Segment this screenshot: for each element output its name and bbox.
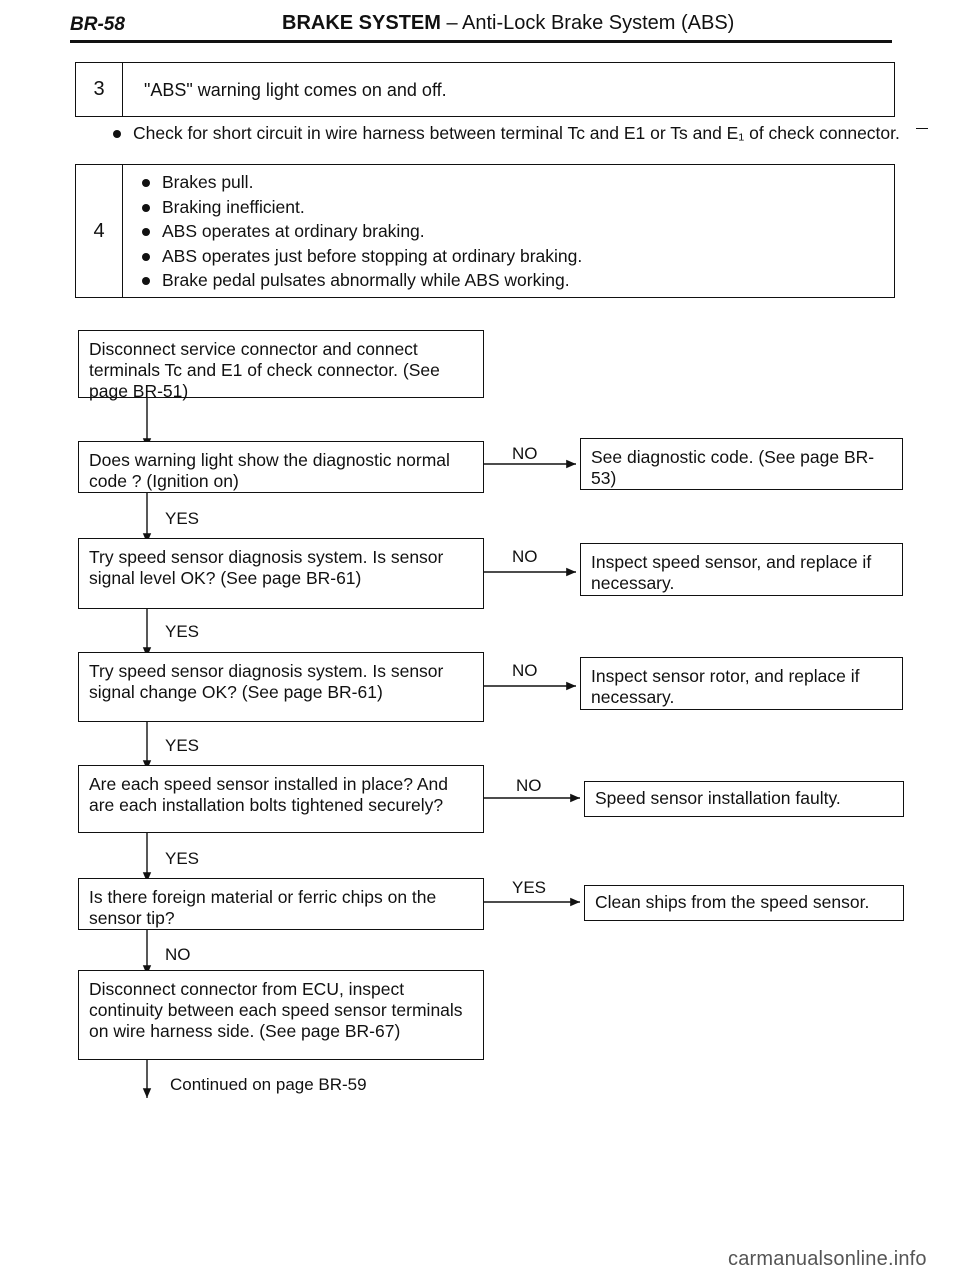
section-subtitle: – Anti-Lock Brake System (ABS): [440, 12, 735, 34]
step4-number: 4: [76, 165, 123, 297]
q4-no-action-box: Speed sensor installation faulty.: [584, 781, 904, 817]
check-note-text: Check for short circuit in wire harness between terminal Tc and E1 or Ts and E₁ of check connector.: [133, 123, 900, 143]
symptom-text: ABS operates at ordinary braking.: [162, 221, 425, 241]
q3-box: Try speed sensor diagnosis system. Is sensor signal change OK? (See page BR-61): [78, 652, 484, 722]
q1-no-action-box: See diagnostic code. (See page BR-53): [580, 438, 903, 490]
q5-no-label: NO: [165, 945, 191, 964]
q3-no-label: NO: [512, 661, 538, 680]
q2-yes-label: YES: [165, 622, 200, 641]
start-step-box: Disconnect service connector and connect terminals Tc and E1 of check connector. (See page BR-51): [78, 330, 484, 398]
q1-no-label: NO: [512, 444, 538, 463]
section-name: BRAKE SYSTEM: [282, 12, 441, 34]
q4-no-label: NO: [516, 776, 542, 795]
q4-box: Are each speed sensor installed in place? And are each installation bolts tightened securely?: [78, 765, 484, 833]
step3-number: 3: [76, 63, 123, 116]
final-step-box: Disconnect connector from ECU, inspect continuity between each speed sensor terminals on wire harness side. (See page BR-67): [78, 970, 484, 1060]
q3-no-action-box: Inspect sensor rotor, and replace if necessary.: [580, 657, 903, 710]
continued-note: Continued on page BR-59: [170, 1075, 367, 1094]
q2-no-label: NO: [512, 547, 538, 566]
q4-yes-label: YES: [165, 849, 200, 868]
q2-box: Try speed sensor diagnosis system. Is sensor signal level OK? (See page BR-61): [78, 538, 484, 609]
symptom-text: Brake pedal pulsates abnormally while ABS working.: [162, 270, 570, 290]
q5-box: Is there foreign material or ferric chips on the sensor tip?: [78, 878, 484, 930]
page-number: BR-58: [70, 14, 125, 35]
symptom-text: Brakes pull.: [162, 172, 254, 192]
q3-yes-label: YES: [165, 736, 200, 755]
step3-text: "ABS" warning light comes on and off.: [144, 80, 447, 100]
q1-box: Does warning light show the diagnostic normal code ? (Ignition on): [78, 441, 484, 493]
q2-no-action-box: Inspect speed sensor, and replace if necessary.: [580, 543, 903, 596]
q5-yes-action-box: Clean ships from the speed sensor.: [584, 885, 904, 921]
symptom-text: ABS operates just before stopping at ordinary braking.: [162, 245, 583, 266]
watermark: carmanualsonline.info: [728, 1248, 927, 1270]
symptom-text: Braking inefficient.: [162, 196, 305, 217]
q5-yes-label: YES: [512, 878, 547, 897]
q1-yes-label: YES: [165, 509, 200, 528]
